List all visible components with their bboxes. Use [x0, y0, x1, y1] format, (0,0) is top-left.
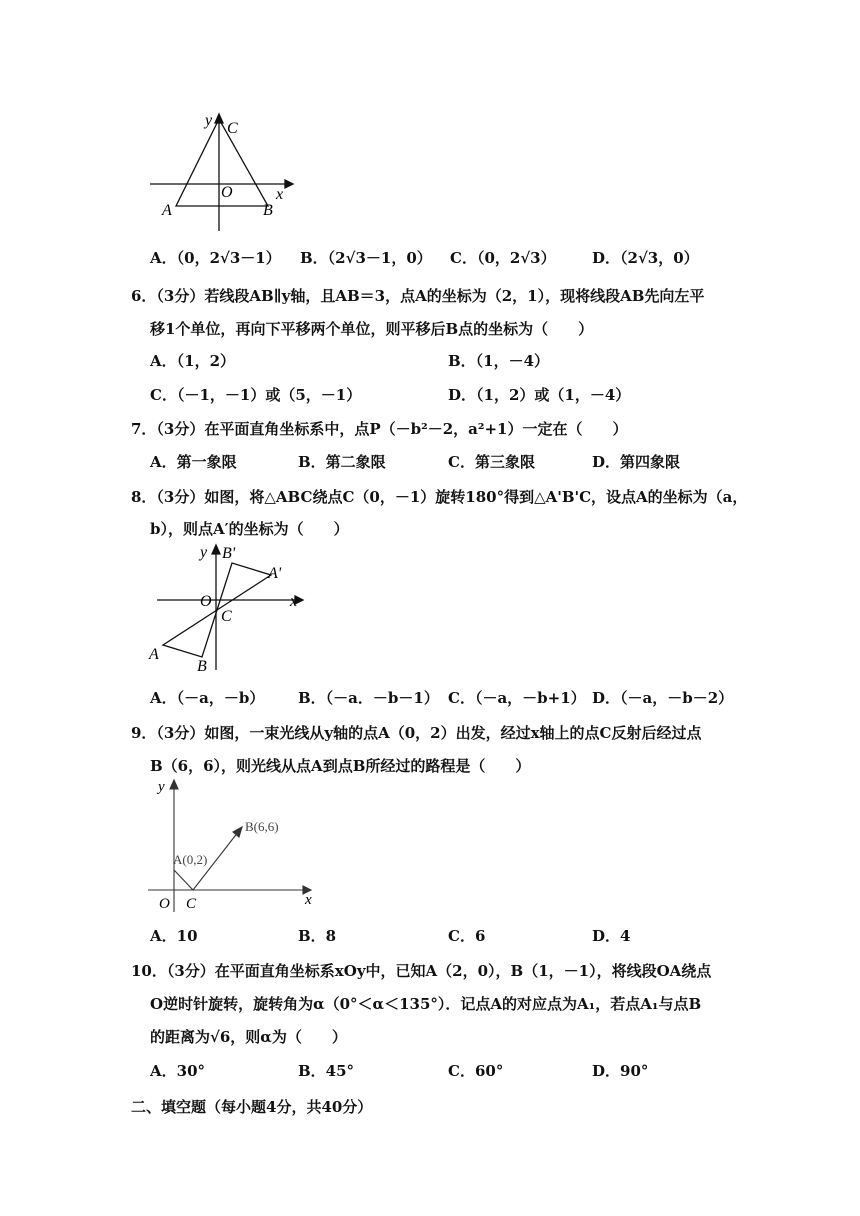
label-y: y: [200, 544, 208, 561]
q8-option-a[interactable]: A．（－a，－b）: [150, 689, 265, 707]
q6-option-a[interactable]: A．（1，2）: [150, 352, 236, 370]
q6-option-b[interactable]: B．（1，－4）: [448, 352, 550, 370]
triangle-abc: [163, 610, 217, 657]
figure-light-reflection: [145, 775, 320, 915]
q9-option-b[interactable]: B．8: [298, 927, 337, 945]
q7-option-a[interactable]: A．第一象限: [150, 453, 237, 471]
label-y: y: [158, 779, 165, 795]
ray-a-to-c: [174, 870, 193, 890]
q8-option-b[interactable]: B．（－a．－b－1）: [298, 689, 439, 707]
q10-stem-line3: 的距离为√6，则α为（ ）: [150, 1028, 347, 1046]
label-b-6-6: B(6,6): [245, 819, 279, 834]
q10-option-c[interactable]: C．60°: [448, 1062, 504, 1080]
q6-stem-line2: 移1个单位，再向下平移两个单位，则平移后B点的坐标为（ ）: [150, 320, 594, 338]
q7-option-c[interactable]: C．第三象限: [448, 453, 535, 471]
ray-arrowhead: [233, 827, 242, 837]
q7-option-d[interactable]: D．第四象限: [592, 453, 681, 471]
section-2-title: 二、填空题（每小题4分，共40分）: [131, 1098, 373, 1116]
q9-stem-line1: 9．（3分）如图，一束光线从y轴的点A（0，2）出发，经过x轴上的点C反射后经过点: [131, 724, 702, 742]
q5-option-d[interactable]: D．（2√3，0）: [592, 249, 699, 267]
q9-stem-line2: B（6，6），则光线从点A到点B所经过的路程是（ ）: [150, 757, 531, 775]
q10-stem-line2: O逆时针旋转，旋转角为α（0°＜α＜135°）．记点A的对应点为A₁，若点A₁与点B: [150, 995, 702, 1013]
label-o: O: [159, 896, 170, 912]
label-x: x: [290, 593, 298, 610]
q8-option-c[interactable]: C．（－a，－b+1）: [448, 689, 586, 707]
label-a: A: [149, 646, 159, 663]
q5-option-a[interactable]: A．（0，2√3－1）: [150, 249, 281, 267]
q10-option-b[interactable]: B．45°: [298, 1062, 355, 1080]
q9-option-d[interactable]: D．4: [592, 927, 631, 945]
q8-stem-line2: b），则点A′的坐标为（ ）: [150, 520, 349, 538]
label-bprime: B': [222, 545, 236, 562]
q8-stem-line1: 8．（3分）如图，将△ABC绕点C（0，－1）旋转180°得到△A'B'C，设点A的坐标为（a，: [131, 488, 748, 506]
label-b: B: [197, 658, 207, 675]
label-o: O: [200, 593, 212, 610]
label-c: C: [227, 120, 238, 137]
q10-option-d[interactable]: D．90°: [592, 1062, 649, 1080]
q7-stem: 7．（3分）在平面直角坐标系中，点P（－b²－2，a²+1）一定在（ ）: [131, 420, 628, 438]
q6-option-d[interactable]: D．（1，2）或（1，－4）: [448, 386, 631, 404]
q10-stem-line1: 10．（3分）在平面直角坐标系xOy中，已知A（2，0），B（1，－1），将线段OA绕点: [131, 962, 712, 980]
figure-triangle-abc: [145, 105, 305, 235]
label-x: x: [305, 892, 312, 908]
q10-option-a[interactable]: A．30°: [150, 1062, 206, 1080]
y-axis-arrow: [212, 545, 220, 554]
figure-rotation: [145, 540, 315, 675]
triangle-apbpc: [217, 563, 271, 610]
q7-option-b[interactable]: B．第二象限: [298, 453, 386, 471]
q5-option-b[interactable]: B．（2√3－1，0）: [300, 249, 432, 267]
label-a: A: [162, 202, 172, 219]
x-axis-arrow: [285, 180, 293, 188]
label-a-0-2: A(0,2): [173, 852, 208, 867]
q6-option-c[interactable]: C．（－1，－1）或（5，－1）: [150, 386, 362, 404]
q5-option-c[interactable]: C．（0，2√3）: [450, 249, 556, 267]
q9-option-a[interactable]: A．10: [150, 927, 198, 945]
label-c: C: [221, 608, 232, 625]
label-aprime: A': [268, 565, 282, 582]
q6-stem-line1: 6．（3分）若线段AB∥y轴，且AB＝3，点A的坐标为（2，1），现将线段AB先向左平: [131, 287, 705, 305]
label-b: B: [263, 202, 273, 219]
label-y: y: [205, 112, 213, 129]
label-x: x: [276, 186, 284, 203]
label-o: O: [221, 184, 233, 201]
q8-option-d[interactable]: D．（－a，－b－2）: [592, 689, 734, 707]
q9-option-c[interactable]: C．6: [448, 927, 486, 945]
label-c: C: [186, 896, 197, 912]
y-axis-arrow: [170, 780, 178, 789]
